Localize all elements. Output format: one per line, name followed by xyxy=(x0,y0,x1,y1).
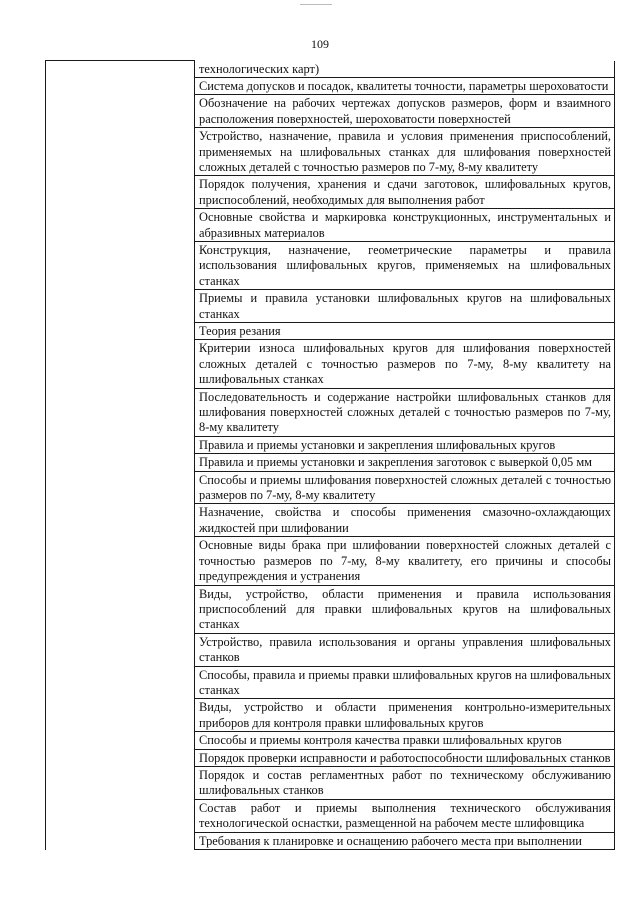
knowledge-item: технологических карт) xyxy=(195,61,615,78)
knowledge-item: Устройство, назначение, правила и условия применения приспособлений, применяемых на шлифовальных станках для шлифования поверхностей сложных деталей с точностью размеров по 7-му, 8-му квалитету xyxy=(195,128,615,176)
knowledge-item: Система допусков и посадок, квалитеты точности, параметры шероховатости xyxy=(195,77,615,94)
knowledge-item: Основные виды брака при шлифовании поверхностей сложных деталей с точностью размеров по 7-му, 8-му квалитету, его причины и способы предупреждения и устранения xyxy=(195,537,615,585)
knowledge-item: Виды, устройство и области применения контрольно-измерительных приборов для контроля правки шлифовальных кругов xyxy=(195,699,615,732)
knowledge-item: Способы, правила и приемы правки шлифовальных кругов на шлифовальных станках xyxy=(195,666,615,699)
knowledge-item: Последовательность и содержание настройки шлифовальных станков для шлифования поверхностей сложных деталей с точностью размеров по 7-му, 8-му квалитету xyxy=(195,388,615,436)
knowledge-item: Порядок и состав регламентных работ по техническому обслуживанию шлифовальных станков xyxy=(195,766,615,799)
knowledge-item: Теория резания xyxy=(195,323,615,340)
page-number: 109 xyxy=(311,37,329,51)
label-column-cell xyxy=(46,61,195,850)
knowledge-item: Порядок получения, хранения и сдачи заготовок, шлифовальных кругов, приспособлений, необходимых для выполнения работ xyxy=(195,176,615,209)
knowledge-item: Виды, устройство, области применения и правила использования приспособлений для правки шлифовальных кругов на шлифовальных станках xyxy=(195,585,615,633)
table-row xyxy=(46,61,615,78)
knowledge-item: Правила и приемы установки и закрепления шлифовальных кругов xyxy=(195,436,615,453)
knowledge-table-body xyxy=(46,61,615,850)
knowledge-item: Способы и приемы контроля качества правки шлифовальных кругов xyxy=(195,732,615,749)
knowledge-table xyxy=(45,60,615,850)
knowledge-item: Основные свойства и маркировка конструкционных, инструментальных и абразивных материалов xyxy=(195,209,615,242)
knowledge-item: Порядок проверки исправности и работоспособности шлифовальных станков xyxy=(195,749,615,766)
knowledge-item: Способы и приемы шлифования поверхностей сложных деталей с точностью размеров по 7-му, 8-му квалитету xyxy=(195,471,615,504)
knowledge-item: Правила и приемы установки и закрепления заготовок с выверкой 0,05 мм xyxy=(195,454,615,471)
knowledge-item: Конструкция, назначение, геометрические параметры и правила использования шлифовальных кругов, применяемых на шлифовальных станках xyxy=(195,241,615,289)
knowledge-item: Критерии износа шлифовальных кругов для шлифования поверхностей сложных деталей с точностью размеров по 7-му, 8-му квалитету на шлифовальных станках xyxy=(195,340,615,388)
knowledge-item: Приемы и правила установки шлифовальных кругов на шлифовальных станках xyxy=(195,290,615,323)
knowledge-item: Назначение, свойства и способы применения смазочно-охлаждающих жидкостей при шлифовании xyxy=(195,504,615,537)
knowledge-item: Требования к планировке и оснащению рабочего места при выполнении xyxy=(195,832,615,849)
knowledge-item: Состав работ и приемы выполнения технического обслуживания технологической оснастки, размещенной на рабочем месте шлифовщика xyxy=(195,799,615,832)
knowledge-item: Обозначение на рабочих чертежах допусков размеров, форм и взаимного расположения поверхностей, шероховатости поверхностей xyxy=(195,95,615,128)
scan-mark xyxy=(300,4,332,5)
knowledge-item: Устройство, правила использования и органы управления шлифовальных станков xyxy=(195,633,615,666)
